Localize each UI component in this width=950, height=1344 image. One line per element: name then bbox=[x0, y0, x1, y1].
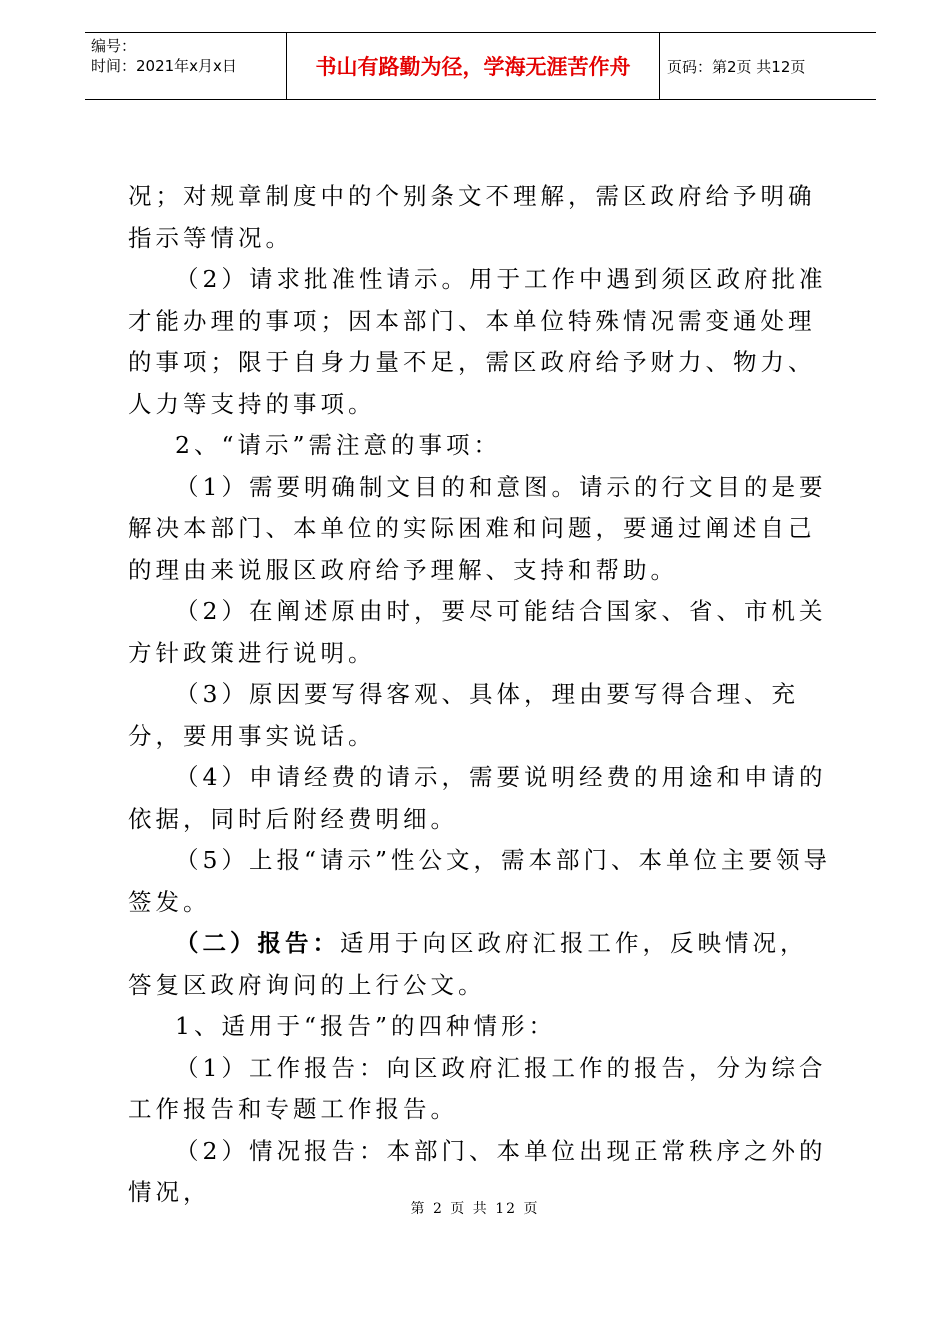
paragraph: 1、适用于“报告”的四种情形： bbox=[175, 1012, 556, 1040]
paragraph: （2）在阐述原由时，要尽可能结合国家、省、市机关方针政策进行说明。 bbox=[128, 597, 827, 667]
header-page-number: 页码：第2页 共12页 bbox=[667, 57, 806, 76]
header-meta bbox=[91, 36, 237, 76]
paragraph: （1）需要明确制文目的和意图。请示的行文目的是要解决本部门、本单位的实际困难和问题，要通过阐述自己的理由来说服区政府给予理解、支持和帮助。 bbox=[128, 472, 827, 584]
header-motto: 书山有路勤为径，学海无涯苦作舟 bbox=[315, 55, 631, 79]
paragraph: 2、“请示”需注意的事项： bbox=[175, 431, 501, 459]
paragraph: 况；对规章制度中的个别条文不理解，需区政府给予明确指示等情况。 bbox=[128, 182, 816, 252]
section-heading: （二）报告： bbox=[175, 929, 340, 957]
header-divider bbox=[659, 33, 660, 99]
page-footer: 第 2 页 共 12 页 bbox=[410, 1201, 540, 1217]
paragraph: （1）工作报告：向区政府汇报工作的报告，分为综合工作报告和专题工作报告。 bbox=[128, 1053, 827, 1123]
document-header bbox=[85, 32, 876, 100]
time-label: 时间：2021年x月x日 bbox=[91, 57, 237, 75]
paragraph: （3）原因要写得客观、具体，理由要写得合理、充分，要用事实说话。 bbox=[128, 680, 799, 750]
document-body bbox=[128, 176, 833, 1214]
paragraph: （2）情况报告：本部门、本单位出现正常秩序之外的情况， bbox=[128, 1136, 827, 1206]
paragraph: （4）申请经费的请示，需要说明经费的用途和申请的依据，同时后附经费明细。 bbox=[128, 763, 827, 833]
section-heading-paragraph: （二）报告：适用于向区政府汇报工作，反映情况，答复区政府询问的上行公文。 bbox=[128, 929, 808, 999]
number-label: 编号： bbox=[91, 37, 137, 55]
paragraph: （5）上报“请示”性公文，需本部门、本单位主要领导签发。 bbox=[128, 846, 831, 916]
paragraph: （2）请求批准性请示。用于工作中遇到须区政府批准才能办理的事项；因本部门、本单位特殊情况需变通处理的事项；限于自身力量不足，需区政府给予财力、物力、人力等支持的事项。 bbox=[128, 265, 827, 418]
